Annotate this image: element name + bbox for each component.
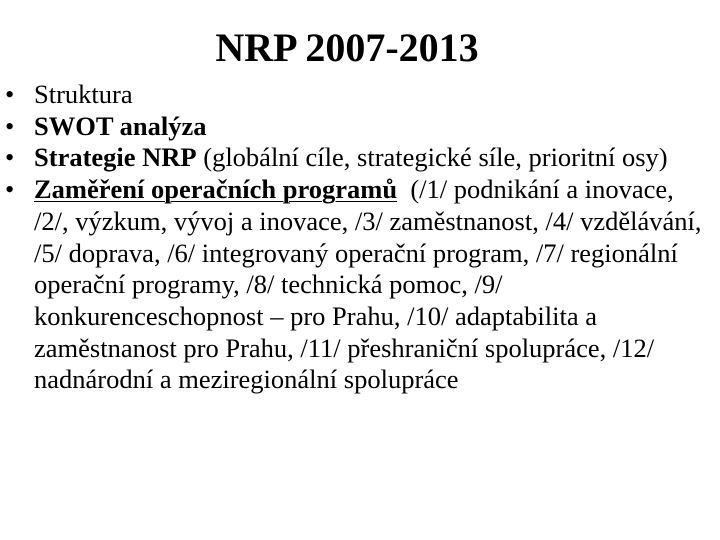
- bullet-dot-icon: •: [5, 174, 15, 205]
- bullet-dot-icon: •: [5, 110, 15, 141]
- bullet-dot-icon: •: [5, 79, 15, 109]
- bullet-item-struktura: [0, 79, 715, 111]
- bullet-text: SWOT analýza: [34, 110, 207, 141]
- slide-title: NRP 2007-2013: [215, 25, 479, 70]
- bullet-text: (globální cíle, strategické síle, prioritní osy): [196, 142, 668, 173]
- bullet-list: [0, 79, 715, 396]
- bullet-bold-text: Strategie NRP: [34, 142, 197, 173]
- bullet-dot-icon: •: [5, 142, 15, 173]
- bullet-item-strategie: [0, 142, 715, 174]
- bullet-text: (/1/ podnikání a inovace, /2/, výzkum, vývoj a inovace, /3/ zaměstnanost, /4/ vzdělávání, /5/ doprava, /6/ integrovaný operační program, /7/ regionální operační programy, /8/ technická pomoc, /9/ konkurenceschopnost – pro Prahu, /10/ adaptabilita a zaměstnanost pro Prahu, /11/ přeshraniční spolupráce, /12/ nadnárodní a meziregionální spolupráce: [34, 174, 709, 395]
- bullet-item-swot: [0, 111, 715, 143]
- bullet-item-zamereni: [0, 174, 715, 396]
- bullet-bold-text: Zaměření operačních programů: [34, 174, 398, 205]
- bullet-text: Struktura: [34, 79, 133, 109]
